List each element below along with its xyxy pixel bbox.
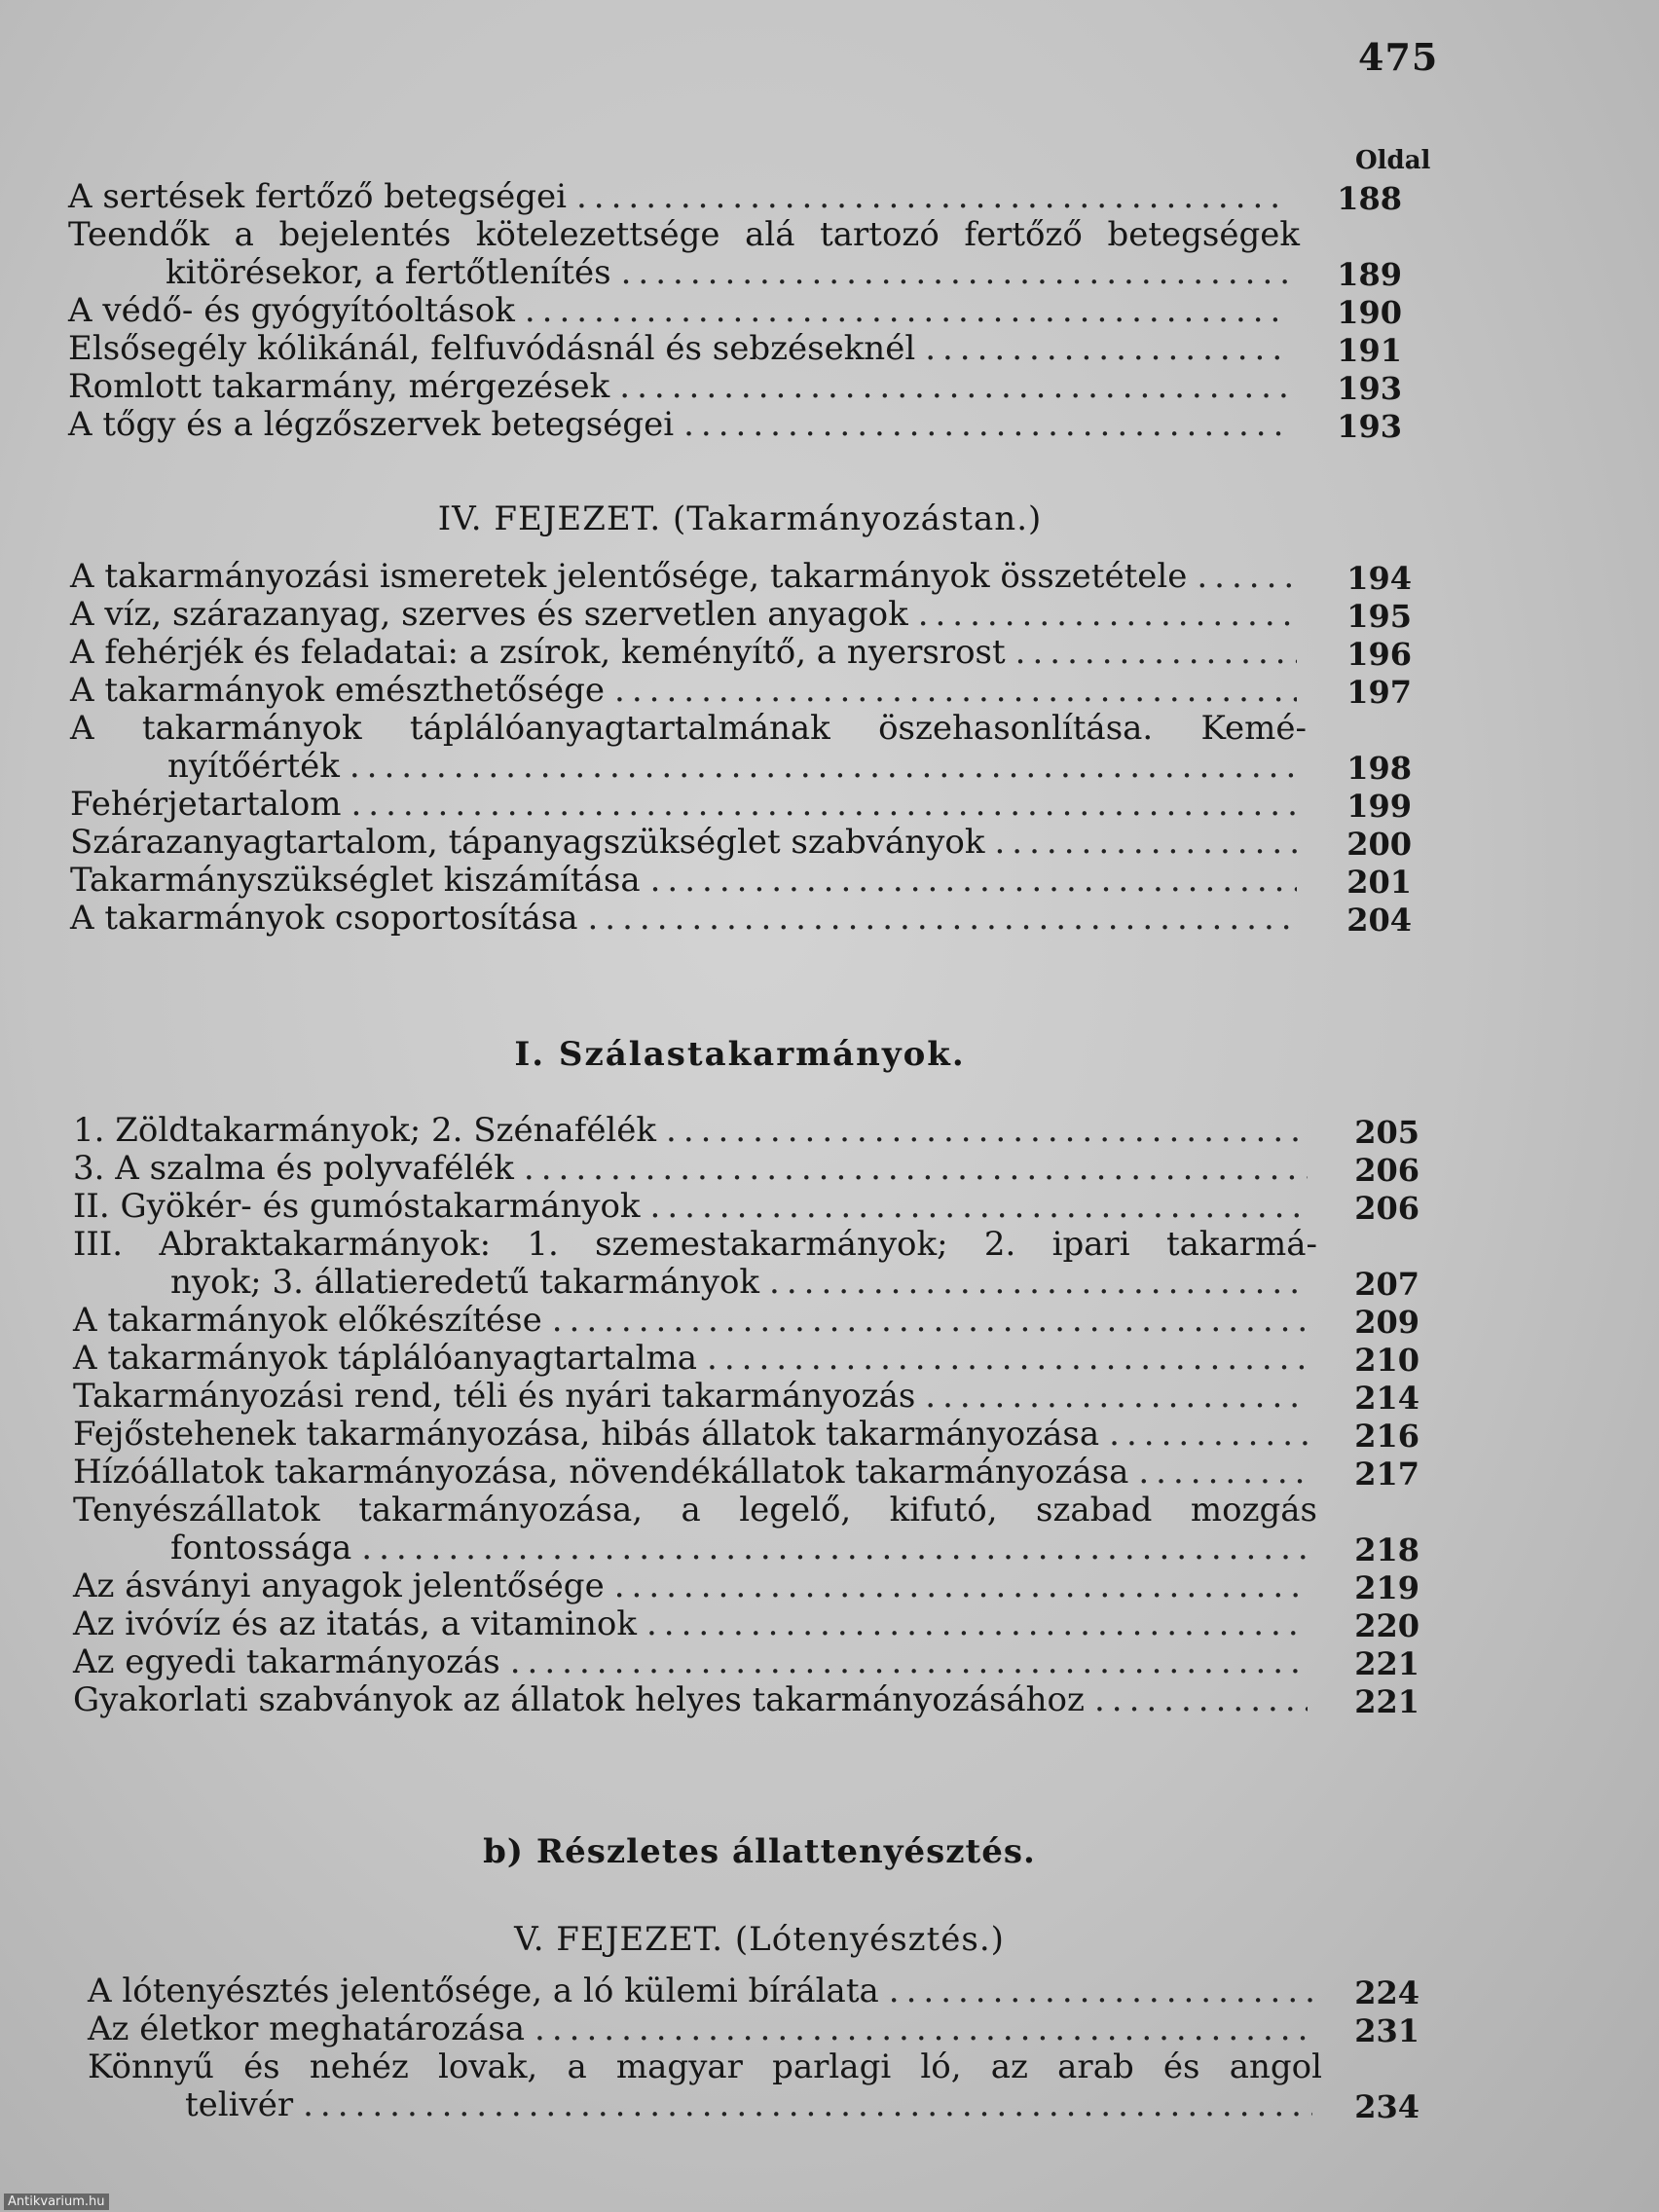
- dot-leader: [1015, 634, 1297, 672]
- toc-entry: [73, 1492, 1317, 1567]
- dot-leader: [1094, 1681, 1308, 1719]
- dot-leader: [535, 2010, 1312, 2048]
- toc-entry-title: Gyakorlati szabványok az állatok helyes takarmányozásához: [73, 1680, 1085, 1719]
- section-heading-szalastakarmanyok: I. Szálastakarmányok.: [514, 1035, 966, 1074]
- chapter-heading-v: V. FEJEZET. (Lótenyésztés.): [514, 1920, 1005, 1959]
- toc-entry-line: [70, 672, 1307, 710]
- toc-entry: [73, 1188, 1317, 1226]
- toc-entry: [73, 1416, 1317, 1454]
- toc-entry-title: Az ivóvíz és az itatás, a vitaminok: [73, 1604, 637, 1643]
- toc-page-number: 201: [1346, 864, 1412, 901]
- toc-entry: [73, 1643, 1317, 1681]
- toc-entry-title: II. Gyökér- és gumóstakarmányok: [73, 1187, 641, 1226]
- dot-leader: [524, 1150, 1308, 1188]
- dot-leader: [525, 292, 1290, 330]
- toc-page-number: 193: [1337, 370, 1402, 407]
- toc-entry: [73, 1150, 1317, 1188]
- dot-leader: [1109, 1416, 1308, 1454]
- toc-entry: [88, 1972, 1322, 2010]
- toc-page-number: 219: [1354, 1569, 1419, 1606]
- dot-leader: [646, 1605, 1308, 1643]
- toc-page-number: 204: [1346, 902, 1412, 939]
- toc-entry-line: [70, 862, 1307, 900]
- dot-leader: [614, 1567, 1308, 1605]
- toc-entry-title: A takarmányok táplálóanyagtartalma: [73, 1339, 698, 1378]
- toc-entry-line: [68, 216, 1300, 254]
- toc-entry-line: [88, 2086, 1322, 2124]
- toc-entry: [70, 900, 1307, 938]
- toc-entry-line: [68, 368, 1300, 406]
- toc-entry-title: Hízóállatok takarmányozása, növendékállatok takarmányozása: [73, 1453, 1129, 1492]
- toc-entry-title: Takarmányszükséglet kiszámítása: [70, 861, 641, 900]
- toc-entry: [70, 824, 1307, 862]
- toc-entry: [73, 1567, 1317, 1605]
- toc-entry-line: [73, 1264, 1317, 1302]
- toc-entry-title: Az ásványi anyagok jelentősége: [73, 1567, 605, 1605]
- toc-entry-line: [73, 1643, 1317, 1681]
- toc-page-number: 195: [1346, 598, 1412, 635]
- dot-leader: [650, 862, 1297, 900]
- toc-entry-title: Az életkor meghatározása: [88, 2009, 526, 2048]
- dot-leader: [576, 178, 1290, 216]
- toc-page-number: 199: [1346, 788, 1412, 825]
- page-column-header: Oldal: [1355, 146, 1431, 175]
- toc-entry-line: [70, 824, 1307, 862]
- dot-leader: [707, 1340, 1308, 1378]
- toc-entry-line: [70, 710, 1307, 748]
- toc-entry: [73, 1112, 1317, 1150]
- toc-page-number: 221: [1354, 1645, 1419, 1682]
- dot-leader: [350, 748, 1297, 786]
- toc-page-number: 224: [1354, 1974, 1419, 2011]
- toc-entry-title: Tenyészállatok takarmányozása, a legelő, kifutó, szabad mozgás: [73, 1491, 1317, 1530]
- dot-leader: [587, 900, 1297, 938]
- toc-page-number: 221: [1354, 1683, 1419, 1720]
- toc-entry-line: [73, 1226, 1317, 1264]
- toc-entry-line: [70, 900, 1307, 938]
- toc-page-number: 190: [1337, 294, 1402, 331]
- toc-entry: [88, 2010, 1322, 2048]
- toc-entry: [68, 330, 1300, 368]
- toc-entry-line: [70, 596, 1307, 634]
- toc-entry-title: 1. Zöldtakarmányok; 2. Szénafélék: [73, 1111, 657, 1150]
- dot-leader: [614, 672, 1297, 710]
- toc-page-number: 209: [1354, 1304, 1419, 1341]
- toc-entry-title: Szárazanyagtartalom, tápanyagszükséglet szabványok: [70, 823, 985, 862]
- toc-entry-line: [73, 1567, 1317, 1605]
- toc-entry-title: A takarmányok táplálóanyagtartalmának öszehasonlítása. Kemé-: [70, 709, 1307, 748]
- toc-entry: [88, 2048, 1322, 2124]
- toc-entry-line: [88, 2048, 1322, 2086]
- toc-entry-line: [73, 1454, 1317, 1492]
- toc-entry: [70, 786, 1307, 824]
- toc-entry-line: [73, 1150, 1317, 1188]
- toc-entry: [73, 1681, 1317, 1719]
- toc-entry: [73, 1226, 1317, 1302]
- toc-page-number: 210: [1354, 1342, 1419, 1379]
- toc-entry-line: [73, 1378, 1317, 1416]
- toc-entry-title: fontossága: [170, 1529, 352, 1567]
- toc-page-number: 189: [1337, 256, 1402, 293]
- toc-page-number: 234: [1354, 2088, 1419, 2125]
- toc-page-number: 220: [1354, 1607, 1419, 1644]
- toc-entry-line: [73, 1340, 1317, 1378]
- toc-page-number: 193: [1337, 408, 1402, 445]
- toc-entry-line: [70, 748, 1307, 786]
- dot-leader: [769, 1264, 1308, 1302]
- toc-entry: [70, 634, 1307, 672]
- dot-leader: [303, 2086, 1312, 2124]
- toc-page-number: 188: [1337, 180, 1402, 217]
- toc-entry: [70, 862, 1307, 900]
- toc-page-number: 198: [1346, 750, 1412, 787]
- toc-entry: [73, 1605, 1317, 1643]
- toc-entry: [73, 1302, 1317, 1340]
- toc-page-number: 207: [1354, 1266, 1419, 1303]
- toc-entry: [70, 672, 1307, 710]
- toc-entry: [70, 558, 1307, 596]
- toc-page-number: 206: [1354, 1152, 1419, 1189]
- toc-entry-title: Teendők a bejelentés kötelezettsége alá tartozó fertőző betegségek: [68, 215, 1300, 254]
- toc-entry-line: [70, 786, 1307, 824]
- toc-page-number: 216: [1354, 1418, 1419, 1455]
- toc-entry-line: [73, 1416, 1317, 1454]
- dot-leader: [510, 1643, 1308, 1681]
- toc-entry-title: A takarmányok előkészítése: [73, 1301, 542, 1340]
- toc-entry: [70, 710, 1307, 786]
- toc-entry-title: nyítőérték: [167, 747, 340, 786]
- toc-page-number: 200: [1346, 826, 1412, 863]
- page-number: 475: [1358, 35, 1439, 79]
- part-heading-b: b) Részletes állattenyésztés.: [483, 1832, 1036, 1871]
- dot-leader: [666, 1112, 1308, 1150]
- toc-entry-title: A víz, szárazanyag, szerves és szervetlen anyagok: [70, 595, 908, 634]
- toc-page-number: 218: [1354, 1531, 1419, 1568]
- toc-entry-title: kitörésekor, a fertőtlenítés: [166, 253, 611, 292]
- dot-leader: [621, 254, 1290, 292]
- toc-entry: [70, 596, 1307, 634]
- toc-entry-line: [70, 634, 1307, 672]
- toc-entry-line: [73, 1681, 1317, 1719]
- toc-entry-line: [73, 1492, 1317, 1530]
- toc-page-number: 196: [1346, 636, 1412, 673]
- toc-entry-line: [70, 558, 1307, 596]
- toc-page-number: 214: [1354, 1380, 1419, 1417]
- toc-entry-title: Könnyű és nehéz lovak, a magyar parlagi ló, az arab és angol: [88, 2047, 1322, 2086]
- toc-entry-title: Fejőstehenek takarmányozása, hibás állatok takarmányozása: [73, 1415, 1100, 1454]
- dot-leader: [361, 1530, 1308, 1567]
- dot-leader: [918, 596, 1297, 634]
- toc-entry-title: A takarmányozási ismeretek jelentősége, takarmányok összetétele: [70, 557, 1188, 596]
- toc-entry-line: [68, 406, 1300, 444]
- dot-leader: [683, 406, 1290, 444]
- toc-entry-title: III. Abraktakarmányok: 1. szemestakarmányok; 2. ipari takarmá-: [73, 1225, 1317, 1264]
- toc-entry-title: Az egyedi takarmányozás: [73, 1642, 500, 1681]
- dot-leader: [552, 1302, 1308, 1340]
- toc-entry-line: [88, 1972, 1322, 2010]
- toc-page-number: 217: [1354, 1456, 1419, 1493]
- toc-entry-title: nyok; 3. állatieredetű takarmányok: [170, 1263, 760, 1302]
- watermark: Antikvarium.hu: [4, 2194, 109, 2210]
- toc-entry-title: 3. A szalma és polyvafélék: [73, 1149, 514, 1188]
- chapter-heading-iv: IV. FEJEZET. (Takarmányozástan.): [437, 499, 1043, 538]
- toc-entry-line: [68, 254, 1300, 292]
- toc-entry-title: A védő- és gyógyítóoltások: [68, 291, 515, 330]
- dot-leader: [994, 824, 1297, 862]
- toc-page-number: 231: [1354, 2012, 1419, 2049]
- toc-entry: [68, 406, 1300, 444]
- toc-entry-line: [68, 178, 1300, 216]
- toc-page-number: 197: [1346, 674, 1412, 711]
- toc-page-number: 194: [1346, 560, 1412, 597]
- toc-entry: [73, 1340, 1317, 1378]
- toc-entry-title: A takarmányok emészthetősége: [70, 671, 606, 710]
- toc-entry-line: [68, 292, 1300, 330]
- toc-entry-title: Elsősegély kólikánál, felfuvódásnál és sebzéseknél: [68, 329, 916, 368]
- toc-entry-title: A sertések fertőző betegségei: [68, 177, 567, 216]
- toc-entry: [73, 1378, 1317, 1416]
- toc-entry-line: [73, 1530, 1317, 1567]
- toc-entry-line: [88, 2010, 1322, 2048]
- toc-entry-title: Romlott takarmány, mérgezések: [68, 367, 610, 406]
- toc-entry-line: [68, 330, 1300, 368]
- toc-entry-title: telivér: [185, 2085, 294, 2124]
- toc-entry-title: A fehérjék és feladatai: a zsírok, keményítő, a nyersrost: [70, 633, 1006, 672]
- toc-entry: [68, 292, 1300, 330]
- toc-entry-line: [73, 1302, 1317, 1340]
- toc-page-number: 206: [1354, 1190, 1419, 1227]
- toc-entry: [68, 216, 1300, 292]
- toc-entry-line: [73, 1605, 1317, 1643]
- dot-leader: [925, 1378, 1308, 1416]
- toc-entry-title: Fehérjetartalom: [70, 785, 342, 824]
- toc-entry-title: Takarmányozási rend, téli és nyári takarmányozás: [73, 1377, 916, 1416]
- dot-leader: [925, 330, 1290, 368]
- toc-entry: [68, 178, 1300, 216]
- toc-entry: [68, 368, 1300, 406]
- toc-page-number: 205: [1354, 1114, 1419, 1151]
- toc-entry-title: A tőgy és a légzőszervek betegségei: [68, 405, 675, 444]
- dot-leader: [1197, 558, 1297, 596]
- toc-entry: [73, 1454, 1317, 1492]
- toc-entry-line: [73, 1112, 1317, 1150]
- dot-leader: [351, 786, 1298, 824]
- dot-leader: [889, 1972, 1312, 2010]
- toc-entry-title: A lótenyésztés jelentősége, a ló külemi bírálata: [88, 1972, 879, 2010]
- dot-leader: [619, 368, 1290, 406]
- toc-entry-title: A takarmányok csoportosítása: [70, 899, 578, 938]
- toc-page-number: 191: [1337, 332, 1402, 369]
- dot-leader: [1138, 1454, 1308, 1492]
- dot-leader: [650, 1188, 1308, 1226]
- toc-entry-line: [73, 1188, 1317, 1226]
